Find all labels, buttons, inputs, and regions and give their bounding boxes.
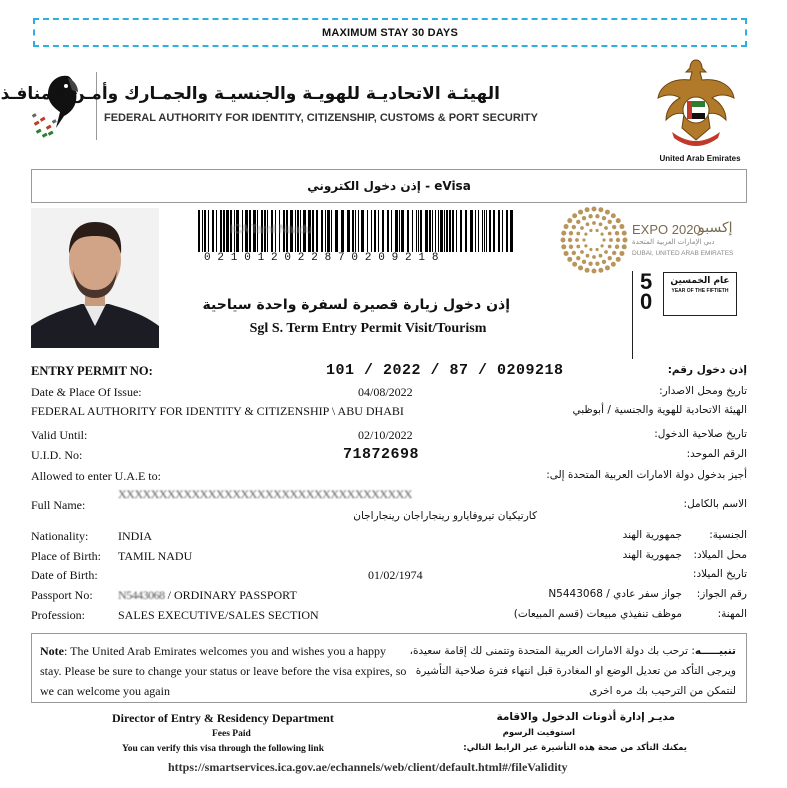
nationality-value: INDIA xyxy=(118,529,152,543)
valid-until-label: Valid Until: xyxy=(31,428,88,442)
birth-place-value: TAMIL NADU xyxy=(118,549,193,563)
note-box xyxy=(31,633,747,703)
verify-en: You can verify this visa through the following link xyxy=(122,744,324,754)
note-label: Note xyxy=(40,644,64,658)
note-ar xyxy=(406,641,736,701)
uid-label: U.I.D. No: xyxy=(31,448,83,462)
director-ar: مديـر إدارة أذونات الدخول والاقامة xyxy=(496,711,675,723)
birth-date-label-ar: تاريخ الميلاد: xyxy=(692,568,747,580)
issuer-ar: الهيئة الاتحادية للهوية والجنسية / أبوظبي xyxy=(572,404,747,416)
passport-value xyxy=(118,588,297,603)
year-fiftieth-ar: عام الخمسين xyxy=(670,276,730,286)
nationality-value-ar: جمهورية الهند xyxy=(622,529,682,541)
full-name-label-ar: الاسم بالكامل: xyxy=(683,498,747,510)
expo-divider xyxy=(632,271,633,359)
fees-paid-ar: استوفيت الرسوم xyxy=(502,728,575,738)
note-label-ar: تنبيـــــه xyxy=(694,645,736,657)
verify-link[interactable]: https://smartservices.ica.gov.ae/echannels/web/client/default.html#/fileValidity xyxy=(168,760,568,774)
issue-date: 04/08/2022 xyxy=(358,385,413,399)
passport-number-masked: N5443068 xyxy=(118,588,165,602)
expo-title-en: EXPO 2020 xyxy=(632,222,701,237)
passport-type: / ORDINARY PASSPORT xyxy=(167,588,297,602)
profession-label: Profession: xyxy=(31,608,85,622)
allowed-label-ar: أجيز بدخول دولة الامارات العربية المتحدة إلى: xyxy=(546,469,747,481)
expo-sub-en: DUBAI, UNITED ARAB EMIRATES xyxy=(632,250,734,257)
entry-permit-label-ar: إذن دخول رقم: xyxy=(667,364,747,376)
valid-until-label-ar: تاريخ صلاحية الدخول: xyxy=(654,428,747,440)
issue-label: Date & Place Of Issue: xyxy=(31,385,142,399)
profession-value: SALES EXECUTIVE/SALES SECTION xyxy=(118,608,319,622)
director-en: Director of Entry & Residency Department xyxy=(112,711,334,725)
evisa-title: إذن دخول الكتروني - eVisa xyxy=(31,169,747,203)
entry-permit-label: ENTRY PERMIT NO: xyxy=(31,364,153,378)
birth-date-value: 01/02/1974 xyxy=(368,568,423,582)
allowed-label: Allowed to enter U.A.E to: xyxy=(31,469,161,483)
uae-emblem-icon xyxy=(652,54,740,154)
uid-label-ar: الرقم الموحد: xyxy=(686,448,747,460)
profession-label-ar: المهنة: xyxy=(717,608,747,620)
passport-label: Passport No: xyxy=(31,588,93,602)
portrait-icon xyxy=(31,208,159,348)
fifty-box xyxy=(663,272,737,316)
nationality-label-ar: الجنسية: xyxy=(709,529,747,541)
birth-date-label: Date of Birth: xyxy=(31,568,98,582)
issuer-en: FEDERAL AUTHORITY FOR IDENTITY & CITIZENSHIP \ ABU DHABI xyxy=(31,404,404,418)
profession-value-ar: موظف تنفيذي مبيعات (قسم المبيعات) xyxy=(513,608,682,620)
passport-label-ar: رقم الجواز: xyxy=(696,588,747,600)
passport-value-ar: جواز سفر عادي / N5443068 xyxy=(548,588,682,600)
barcode-number: 021012022870209218 xyxy=(204,252,446,264)
valid-until-value: 02/10/2022 xyxy=(358,428,413,442)
header-divider xyxy=(96,72,97,140)
expo-title-ar: إكسبو xyxy=(698,220,733,236)
note-text: : The United Arab Emirates welcomes you and wishes you a happy stay. Please be sure to change your status or leave before the visa expires, so we can welcome you again xyxy=(40,644,407,698)
barcode-watermark: ICA Tamil Naadu xyxy=(230,222,312,236)
fees-paid-en: Fees Paid xyxy=(212,729,251,739)
full-name-value-ar: كارتيكيان تيروفايارو رينجاراجان رينجاراجان xyxy=(353,510,537,522)
issue-label-ar: تاريخ ومحل الاصدار: xyxy=(659,385,747,397)
note-en xyxy=(40,641,410,701)
max-stay-banner: MAXIMUM STAY 30 DAYS xyxy=(33,18,747,47)
permit-type-ar: إذن دخول زيارة قصيرة لسفرة واحدة سياحية xyxy=(202,297,510,313)
falcon-logo-icon xyxy=(28,68,94,140)
uid-value: 71872698 xyxy=(343,446,420,463)
year-fiftieth-en: YEAR OF THE FIFTIETH xyxy=(671,288,729,294)
authority-name-en: FEDERAL AUTHORITY FOR IDENTITY, CITIZENSHIP, CUSTOMS & PORT SECURITY xyxy=(104,112,538,124)
fifty-mark: 50 xyxy=(640,269,653,314)
birth-place-label-ar: محل الميلاد: xyxy=(693,549,747,561)
note-text-ar: : ترحب بك دولة الامارات العربية المتحدة وتتمنى لك إقامة سعيدة، ويرجى التأكد من تعديل الوضع او المغادرة قبل انتهاء فترة صلاحية التأشيرة لنتمكن من الترحيب بك مره اخرى xyxy=(409,645,736,697)
verify-ar: يمكنك التأكد من صحة هذه التأشيرة عبر الرابط التالي: xyxy=(463,743,687,753)
applicant-photo xyxy=(31,208,159,348)
birth-place-value-ar: جمهورية الهند xyxy=(622,549,682,561)
emblem-caption: United Arab Emirates xyxy=(659,154,741,163)
expo-logo-icon xyxy=(560,206,628,274)
entry-permit-value: 101 / 2022 / 87 / 0209218 xyxy=(326,362,564,379)
full-name-value: XXXXXXXXXXXXXXXXXXXXXXXXXXXXXXXXXXXX xyxy=(118,487,412,501)
expo-sub-ar: دبي الإمارات العربية المتحدة xyxy=(632,238,715,246)
authority-name-ar: الهيئـة الاتحاديـة للهويـة والجنسيـة والجمـارك وأمـن المنافـذ xyxy=(0,84,500,104)
full-name-label: Full Name: xyxy=(31,498,86,512)
nationality-label: Nationality: xyxy=(31,529,89,543)
permit-type-en: Sgl S. Term Entry Permit Visit/Tourism xyxy=(249,321,487,336)
birth-place-label: Place of Birth: xyxy=(31,549,101,563)
